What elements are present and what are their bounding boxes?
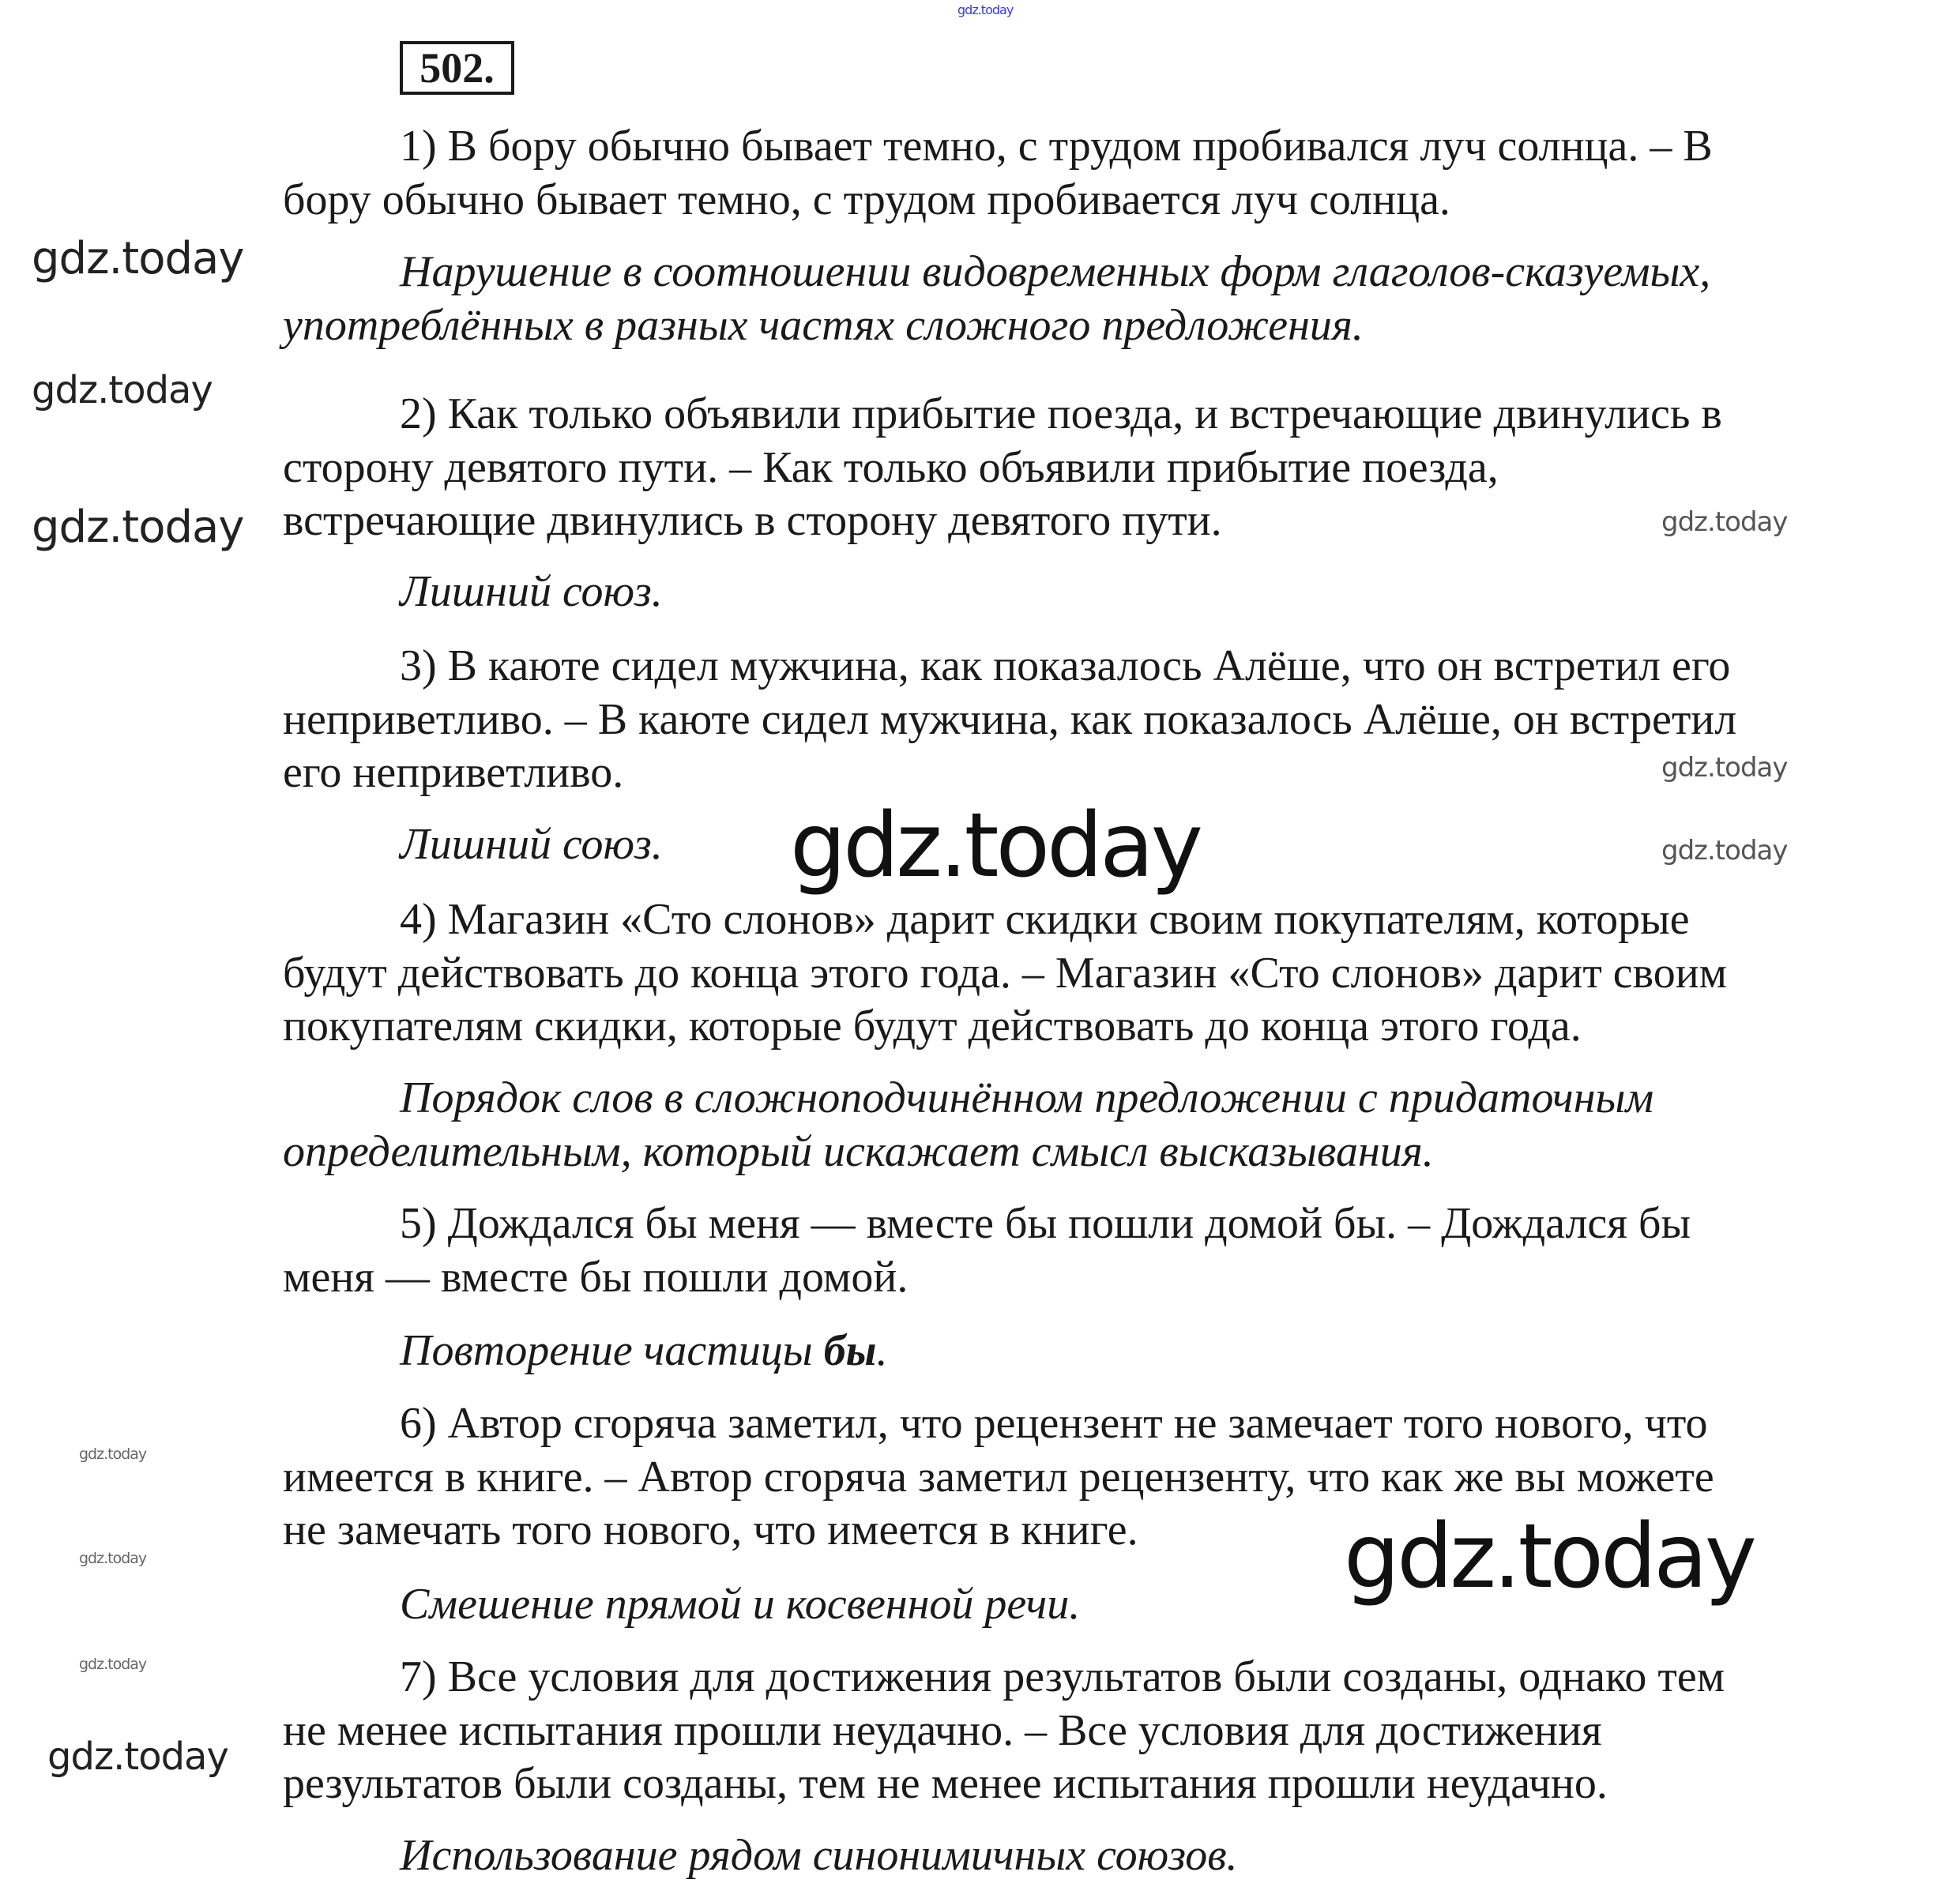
line: меня — вместе бы пошли домой. (283, 1252, 909, 1302)
line: 4) Магазин «Сто слонов» дарит скидки своим покупателям, которые (400, 895, 1690, 944)
line: покупателям скидки, которые будут действовать до конца этого года. (283, 1002, 1582, 1051)
comment-bold-particle: бы (823, 1326, 877, 1375)
line (283, 1325, 1831, 1378)
item-4-comment (283, 1072, 1831, 1178)
watermark: gdz.today (32, 233, 244, 284)
line: 3) В каюте сидел мужчина, как показалось Алёше, что он встретил его (400, 641, 1731, 690)
line: результатов были созданы, тем не менее испытания прошли неудачно. (283, 1759, 1608, 1809)
line: встречающие двинулись в сторону девятого пути. (283, 496, 1222, 546)
item-3-text (283, 640, 1831, 800)
line: 6) Автор сгоряча заметил, что рецензент не замечает того нового, что (400, 1399, 1708, 1448)
watermark: gdz.today (47, 1735, 228, 1779)
item-7-text (283, 1651, 1831, 1811)
line: Лишний союз. (400, 820, 663, 869)
line: определительным, который искажает смысл высказывания. (283, 1126, 1434, 1176)
watermark: gdz.today (1661, 506, 1788, 538)
line: Нарушение в соотношении видовременных форм глаголов-сказуемых, (400, 247, 1711, 296)
item-2-comment (283, 566, 1831, 619)
watermark: gdz.today (1661, 835, 1788, 866)
watermark: gdz.today (79, 1656, 147, 1673)
line: его неприветливо. (283, 748, 624, 798)
line: сторону девятого пути. – Как только объявили прибытие поезда, (283, 442, 1499, 492)
line: бору обычно бывает темно, с трудом пробивается луч солнца. (283, 175, 1450, 224)
watermark: gdz.today (79, 1550, 147, 1567)
line: Использование рядом синонимичных союзов. (400, 1831, 1238, 1880)
item-1-comment (283, 246, 1831, 352)
line: Лишний союз. (400, 567, 663, 616)
watermark-large: gdz.today (790, 795, 1201, 897)
line: не замечать того нового, что имеется в книге. (283, 1505, 1138, 1555)
watermark-top: gdz.today (957, 2, 1014, 17)
item-5-text (283, 1197, 1831, 1304)
line: Смешение прямой и косвенной речи. (400, 1580, 1081, 1629)
exercise-number: 502. (400, 41, 514, 95)
comment-text: Повторение частицы (400, 1326, 824, 1375)
line: будут действовать до конца этого года. – Магазин «Сто слонов» дарит своим (283, 948, 1728, 998)
comment-period: . (876, 1326, 888, 1375)
line: 7) Все условия для достижения результатов были созданы, однако тем (400, 1652, 1725, 1701)
line: 5) Дождался бы меня — вместе бы пошли домой бы. – Дождался бы (400, 1199, 1691, 1248)
watermark: gdz.today (1661, 752, 1788, 784)
watermark: gdz.today (32, 368, 213, 412)
item-7-comment (283, 1829, 1831, 1883)
watermark: gdz.today (32, 502, 244, 553)
line: не менее испытания прошли неудачно. – Все условия для достижения (283, 1705, 1602, 1755)
line: 2) Как только объявили прибытие поезда, и встречающие двинулись в (400, 389, 1722, 438)
item-1-text (283, 120, 1831, 227)
item-5-comment (283, 1325, 1831, 1378)
line: употреблённых в разных частях сложного предложения. (283, 300, 1364, 350)
item-2-text (283, 388, 1831, 548)
watermark-large: gdz.today (1344, 1505, 1755, 1608)
line: 1) В бору обычно бывает темно, с трудом пробивался луч солнца. – В (400, 122, 1713, 171)
watermark: gdz.today (79, 1445, 147, 1463)
line: Порядок слов в сложноподчинённом предложении с придаточным (400, 1073, 1654, 1122)
line: имеется в книге. – Автор сгоряча заметил рецензенту, что как же вы можете (283, 1452, 1714, 1502)
item-4-text (283, 893, 1831, 1054)
line: неприветливо. – В каюте сидел мужчина, как показалось Алёше, он встретил (283, 694, 1737, 744)
